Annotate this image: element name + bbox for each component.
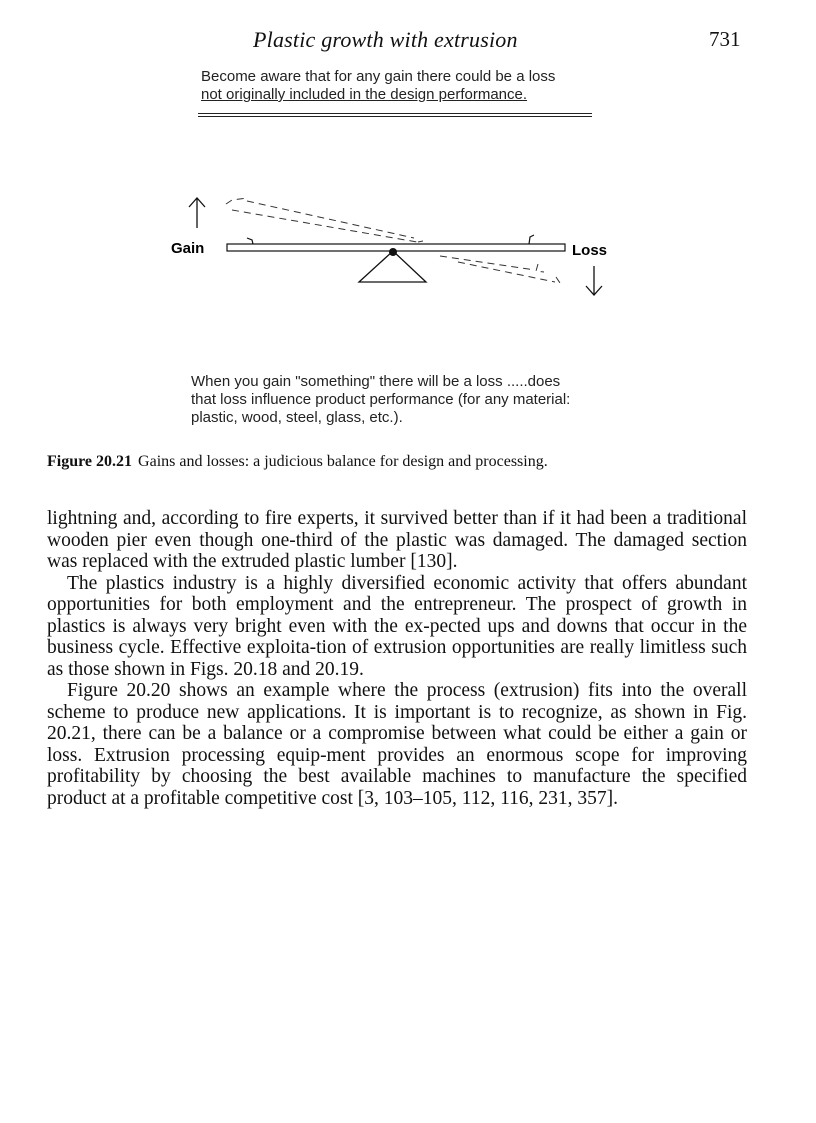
figure-top-text	[201, 68, 601, 104]
figure-rule-upper	[198, 113, 592, 114]
tilted-board-dashed	[226, 198, 423, 242]
running-header-title: Plastic growth with extrusion	[253, 27, 518, 52]
gain-label: Gain	[171, 240, 205, 257]
figure-caption-label: Figure 20.21	[47, 453, 133, 470]
page-number: 731	[709, 27, 741, 51]
figure-top-line-2: not originally included in the design performance.	[201, 86, 528, 103]
gain-up-arrow-icon	[189, 198, 205, 228]
pivot-point	[389, 248, 397, 256]
figure-caption	[47, 453, 767, 471]
board-end-stop-left	[247, 238, 253, 244]
body-paragraph-2: The plastics industry is a highly diversified economic activity that offers abundant opportunities for both employment and the entrepreneur. The prospect of growth in plastics is always very bright even with the ex-pected ups and downs that occur in the business cycle. Effective exploita-tion of extrusion opportunities are really limitless such as those shown in Figs. 20.18 and 20.19.	[47, 572, 747, 680]
figure-bottom-line-2: that loss influence product performance (for any material:	[191, 391, 571, 408]
figure-bottom-text	[191, 373, 631, 427]
tilted-board-dashed-loss	[440, 256, 560, 283]
figure-top-line-1: Become aware that for any gain there could be a loss	[201, 68, 556, 85]
seesaw-diagram	[160, 180, 630, 310]
figure-bottom-line-1: When you gain "something" there will be a loss .....does	[191, 373, 561, 390]
board-end-stop-right	[529, 235, 534, 244]
loss-down-arrow-icon	[586, 266, 602, 295]
figure-bottom-line-3: plastic, wood, steel, glass, etc.).	[191, 409, 403, 426]
body-text	[47, 508, 747, 809]
figure-rule-lower	[198, 116, 592, 117]
body-paragraph-3: Figure 20.20 shows an example where the process (extrusion) fits into the overall scheme to produce new applications. It is important is to recognize, as shown in Fig. 20.21, there can be a balance or a compromise between what could be either a gain or loss. Extrusion processing equip-ment provides an enormous scope for improving profitability by choosing the best available machines to manufacture the specified product at a profitable competitive cost [3, 103–105, 112, 116, 231, 357].	[47, 680, 747, 809]
figure-caption-text: Gains and losses: a judicious balance for design and processing.	[138, 453, 548, 470]
loss-label: Loss	[572, 242, 608, 259]
body-paragraph-1: lightning and, according to fire experts, it survived better than if it had been a traditional wooden pier even though one-third of the plastic was damaged. The damaged section was replaced with the extruded plastic lumber [130].	[47, 508, 747, 572]
